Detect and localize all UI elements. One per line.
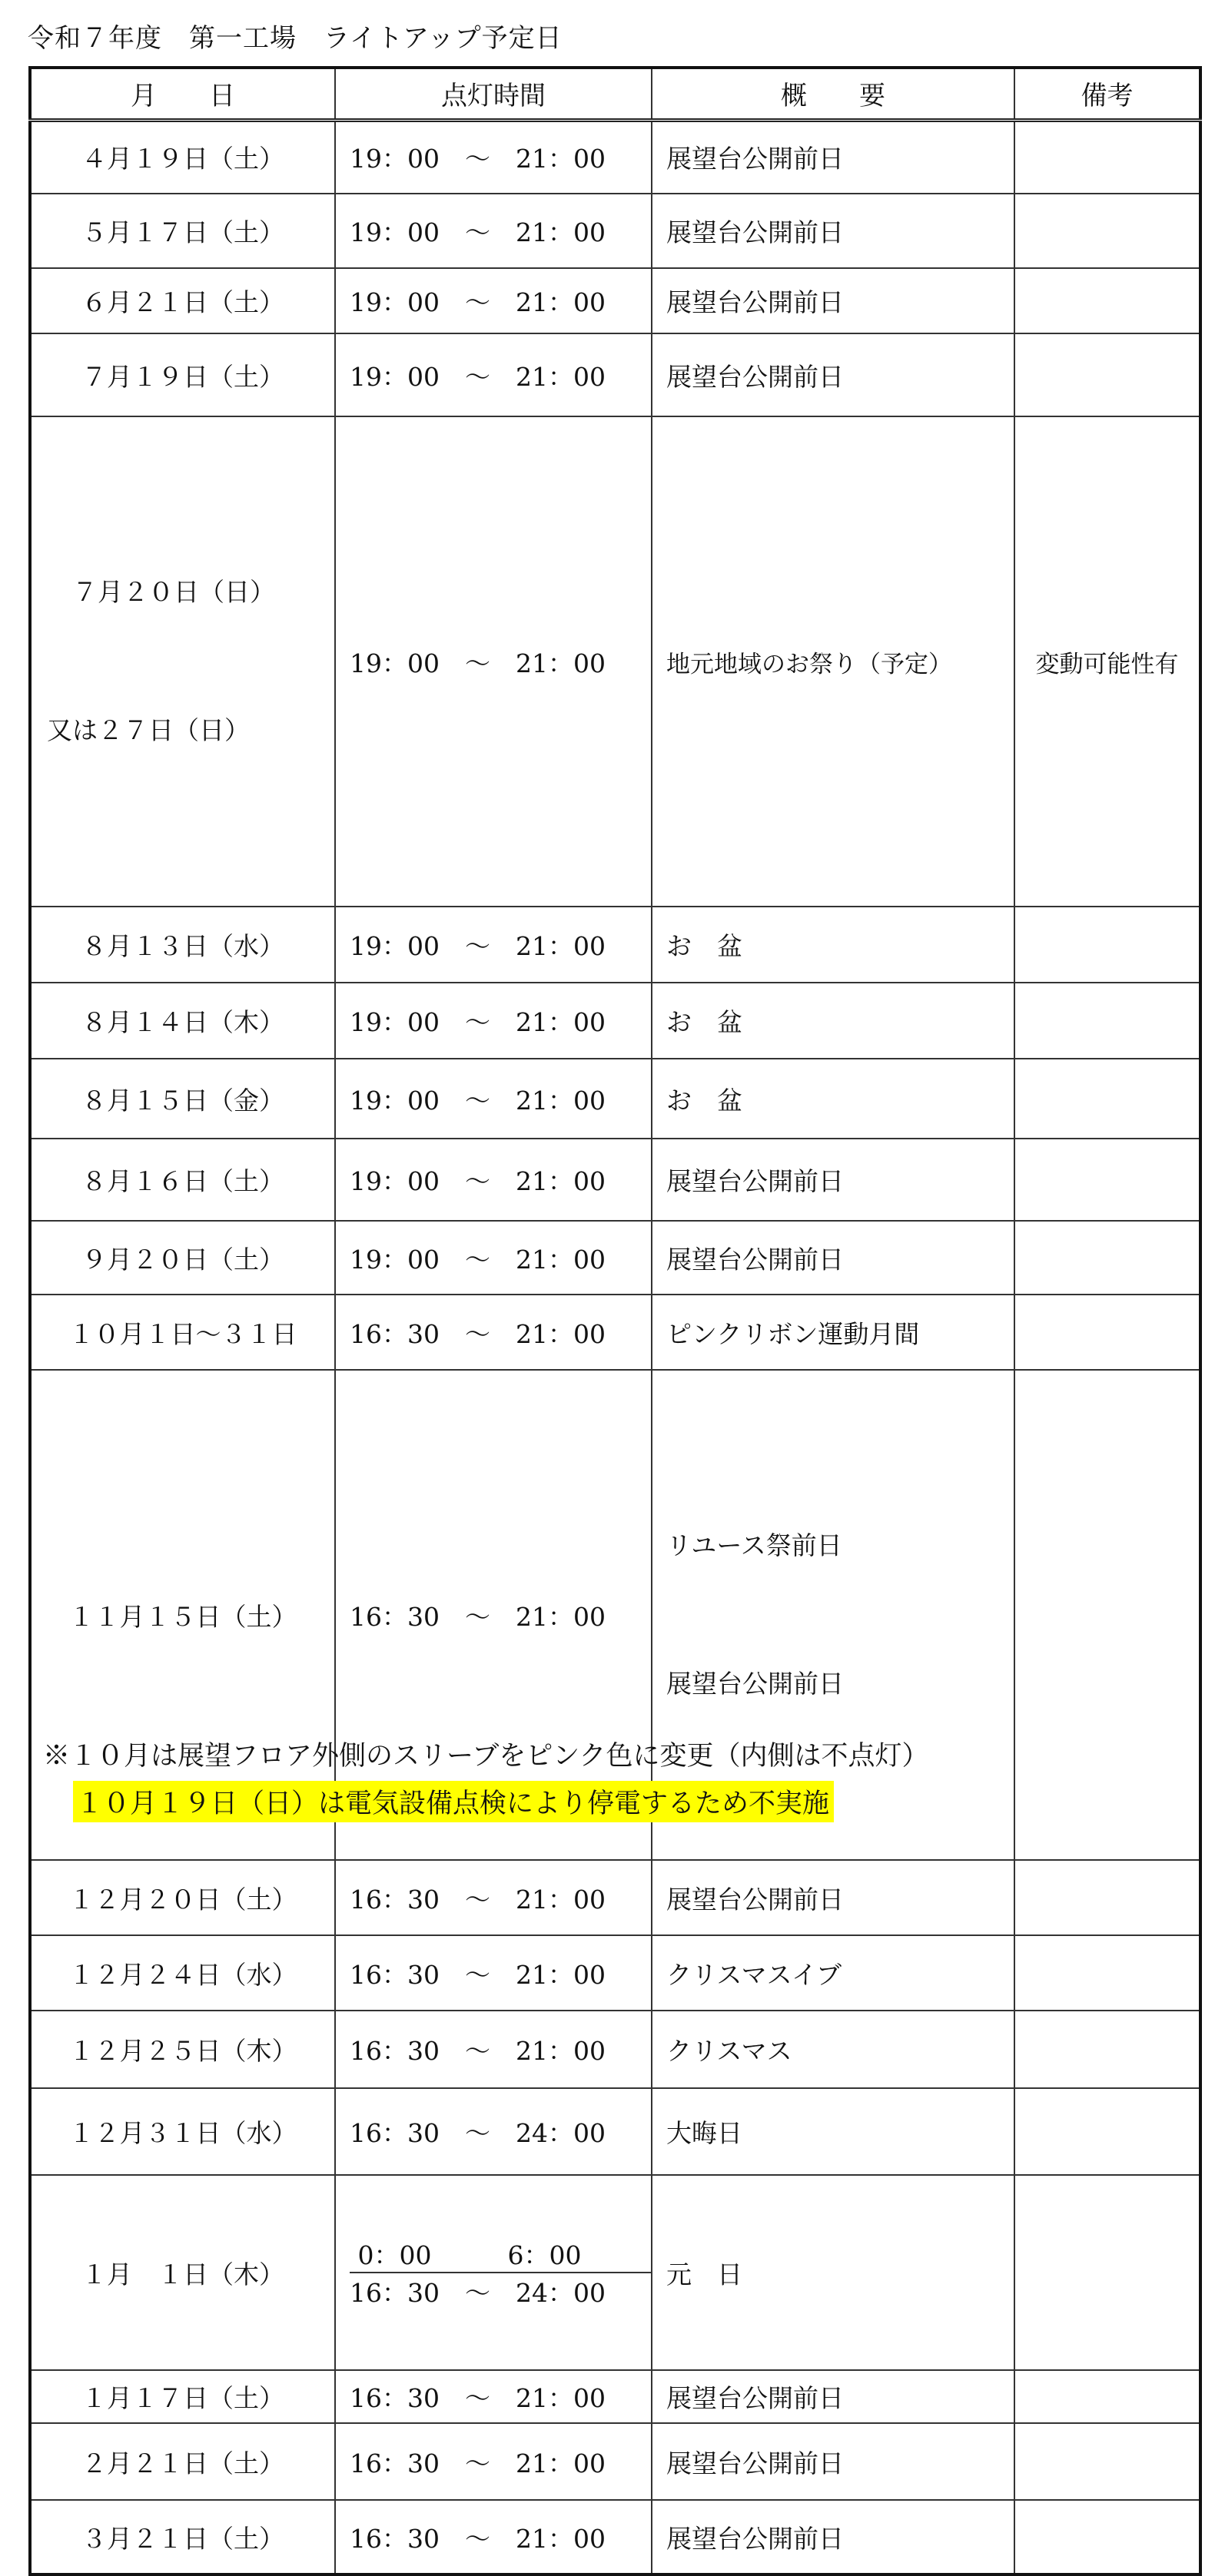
date-cell: ４月１９日（土） — [30, 120, 335, 194]
time-cell: 16：30 ～ 21：00 — [335, 1935, 652, 2011]
table-row — [30, 1935, 1200, 2011]
table-header-row — [30, 68, 1200, 120]
note-cell — [1014, 268, 1200, 333]
time-line-2: 16：30 ～ 24：00 — [350, 2278, 606, 2308]
table-row — [30, 268, 1200, 333]
table-row — [30, 2370, 1200, 2423]
note-cell — [1014, 1370, 1200, 1860]
date-cell: １２月２０日（土） — [30, 1860, 335, 1935]
note-cell — [1014, 2370, 1200, 2423]
table-row — [30, 2088, 1200, 2175]
note-cell — [1014, 2500, 1200, 2574]
time-cell: 19：00 ～ 21：00 — [335, 194, 652, 268]
time-cell: 19：00 ～ 21：00 — [335, 1139, 652, 1221]
table-row — [30, 2500, 1200, 2574]
note-cell — [1014, 907, 1200, 983]
date-cell: ６月２１日（土） — [30, 268, 335, 333]
summary-line-1: リユース祭前日 — [666, 1530, 842, 1560]
note-cell — [1014, 2175, 1200, 2370]
document-title: 令和７年度 第一工場 ライトアップ予定日 — [28, 23, 563, 54]
lightup-schedule-table — [28, 66, 1202, 2576]
time-cell: 19：00 ～ 21：00 — [335, 416, 652, 907]
date-cell — [30, 416, 335, 907]
summary-line-2: 展望台公開前日 — [666, 1669, 844, 1699]
date-cell: １１月１５日（土） — [30, 1370, 335, 1860]
summary-cell: 展望台公開前日 — [652, 333, 1014, 416]
summary-cell: 元 日 — [652, 2175, 1014, 2370]
table-row — [30, 1860, 1200, 1935]
note-cell — [1014, 1139, 1200, 1221]
note-cell — [1014, 333, 1200, 416]
table-row — [30, 1221, 1200, 1295]
header-time: 点灯時間 — [335, 68, 652, 120]
summary-cell: 展望台公開前日 — [652, 1860, 1014, 1935]
note-cell — [1014, 1935, 1200, 2011]
time-cell: 16：30 ～ 21：00 — [335, 1370, 652, 1860]
time-cell: 19：00 ～ 21：00 — [335, 983, 652, 1059]
table-row — [30, 2175, 1200, 2370]
time-cell: 16：30 ～ 21：00 — [335, 2011, 652, 2088]
time-cell: 19：00 ～ 21：00 — [335, 268, 652, 333]
time-line-1: 0：00 6：00 — [350, 2236, 652, 2273]
summary-cell: 展望台公開前日 — [652, 268, 1014, 333]
summary-cell: 展望台公開前日 — [652, 1139, 1014, 1221]
date-cell: １２月３１日（水） — [30, 2088, 335, 2175]
date-cell: ２月２１日（土） — [30, 2423, 335, 2500]
time-cell: 19：00 ～ 21：00 — [335, 907, 652, 983]
summary-cell: 展望台公開前日 — [652, 1221, 1014, 1295]
table-row — [30, 194, 1200, 268]
note-cell — [1014, 1860, 1200, 1935]
summary-cell: お 盆 — [652, 907, 1014, 983]
table-row — [30, 907, 1200, 983]
date-cell: １月１７日（土） — [30, 2370, 335, 2423]
summary-cell: 展望台公開前日 — [652, 120, 1014, 194]
date-cell: ９月２０日（土） — [30, 1221, 335, 1295]
table-row — [30, 1059, 1200, 1139]
time-cell: 19：00 ～ 21：00 — [335, 120, 652, 194]
note-cell — [1014, 2088, 1200, 2175]
note-cell — [1014, 120, 1200, 194]
summary-cell: 展望台公開前日 — [652, 194, 1014, 268]
time-cell: 19：00 ～ 21：00 — [335, 1059, 652, 1139]
date-cell: ８月１６日（土） — [30, 1139, 335, 1221]
date-cell: ７月１９日（土） — [30, 333, 335, 416]
summary-cell: クリスマスイブ — [652, 1935, 1014, 2011]
date-cell: ８月１３日（水） — [30, 907, 335, 983]
time-cell: 16：30 ～ 21：00 — [335, 1295, 652, 1370]
note-cell — [1014, 1295, 1200, 1370]
summary-cell: ピンクリボン運動月間 — [652, 1295, 1014, 1370]
time-cell: 16：30 ～ 21：00 — [335, 2370, 652, 2423]
summary-cell: お 盆 — [652, 983, 1014, 1059]
time-cell: 16：30 ～ 21：00 — [335, 1860, 652, 1935]
header-summary: 概 要 — [652, 68, 1014, 120]
date-line-1: ７月２０日（日） — [47, 577, 275, 607]
note-cell — [1014, 1221, 1200, 1295]
note-cell — [1014, 983, 1200, 1059]
table-row — [30, 983, 1200, 1059]
summary-cell: 展望台公開前日 — [652, 2370, 1014, 2423]
time-cell: 16：30 ～ 21：00 — [335, 2500, 652, 2574]
summary-cell: お 盆 — [652, 1059, 1014, 1139]
note-cell — [1014, 1059, 1200, 1139]
table-row — [30, 120, 1200, 194]
time-cell: 19：00 ～ 21：00 — [335, 1221, 652, 1295]
table-row — [30, 333, 1200, 416]
time-cell-split — [335, 2175, 652, 2370]
summary-cell: 地元地域のお祭り（予定） — [652, 416, 1014, 907]
date-cell: １２月２４日（水） — [30, 1935, 335, 2011]
note-cell: 変動可能性有 — [1014, 416, 1200, 907]
table-row — [30, 2423, 1200, 2500]
footnote-cancellation-highlight: １０月１９日（日）は電気設備点検により停電するため不実施 — [73, 1781, 834, 1822]
summary-cell: クリスマス — [652, 2011, 1014, 2088]
date-cell: ３月２１日（土） — [30, 2500, 335, 2574]
summary-cell: 展望台公開前日 — [652, 2500, 1014, 2574]
note-cell — [1014, 2011, 1200, 2088]
time-cell: 19：00 ～ 21：00 — [335, 333, 652, 416]
date-cell: １２月２５日（木） — [30, 2011, 335, 2088]
summary-cell: 大晦日 — [652, 2088, 1014, 2175]
date-line-2: 又は２７日（日） — [47, 715, 250, 745]
footnote-sleeve-color: ※１０月は展望フロア外側のスリーブをピンク色に変更（内側は不点灯） — [43, 1741, 929, 1772]
table-row — [30, 2011, 1200, 2088]
table-row — [30, 1295, 1200, 1370]
table-row — [30, 1139, 1200, 1221]
note-cell — [1014, 2423, 1200, 2500]
header-date: 月 日 — [30, 68, 335, 120]
date-cell: １月 １日（木） — [30, 2175, 335, 2370]
table-row — [30, 416, 1200, 907]
header-notes: 備考 — [1014, 68, 1200, 120]
time-cell: 16：30 ～ 21：00 — [335, 2423, 652, 2500]
date-cell: ８月１４日（木） — [30, 983, 335, 1059]
date-cell: １０月１日～３１日 — [30, 1295, 335, 1370]
note-cell — [1014, 194, 1200, 268]
summary-cell: 展望台公開前日 — [652, 2423, 1014, 2500]
date-cell: ８月１５日（金） — [30, 1059, 335, 1139]
time-cell: 16：30 ～ 24：00 — [335, 2088, 652, 2175]
date-cell: ５月１７日（土） — [30, 194, 335, 268]
